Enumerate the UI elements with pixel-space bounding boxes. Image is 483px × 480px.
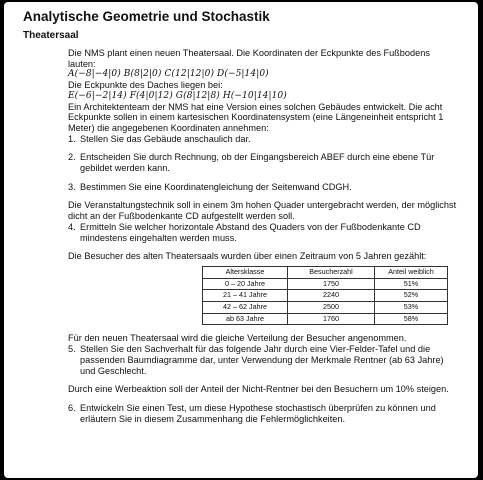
roof-coordinates: E(−6|−2|14) F(4|0|12) G(8|12|8) H(−10|14|10): [68, 90, 287, 101]
task-number: 4.: [68, 221, 76, 232]
document-body: [68, 48, 458, 424]
task-3: [68, 182, 458, 193]
task-5: [68, 344, 458, 376]
table-cell: 2500: [288, 302, 375, 314]
table-cell: 21 – 41 Jahre: [203, 290, 288, 302]
table-cell: 53%: [375, 302, 448, 314]
task-number: 3.: [68, 181, 76, 192]
task-text: Bestimmen Sie eine Koordinatengleichung der Seitenwand CDGH.: [80, 181, 352, 192]
task-number: 5.: [68, 344, 76, 355]
paragraph-besucher: Die Besucher des alten Theatersaals wurden über einen Zeitraum von 5 Jahren gezählt:: [68, 251, 427, 262]
task-text: Stellen Sie das Gebäude anschaulich dar.: [80, 133, 251, 144]
table-cell: ab 63 Jahre: [203, 313, 288, 325]
paragraph-werbeaktion: Durch eine Werbeaktion soll der Anteil der Nicht-Rentner bei den Besuchern um 10% steigen.: [68, 384, 449, 395]
task-6: [68, 403, 458, 424]
task-number: 2.: [68, 152, 76, 163]
table-cell: 0 – 20 Jahre: [203, 278, 288, 290]
paragraph-verteilung: Für den neuen Theatersaal wird die gleiche Verteilung der Besucher angenommen.: [68, 333, 407, 344]
page-title: Analytische Geometrie und Stochastik: [23, 9, 270, 24]
section-title: Theatersaal: [23, 30, 79, 41]
document-page: [4, 2, 478, 478]
visitor-table: [202, 266, 448, 326]
task-2: [68, 152, 458, 173]
table-row: [203, 278, 448, 290]
column-header: Anteil weiblich: [375, 266, 448, 278]
table-header-row: [203, 266, 448, 278]
column-header: Altersklasse: [203, 266, 288, 278]
task-number: 6.: [68, 402, 76, 413]
paragraph-technik: Die Veranstaltungstechnik soll in einem 3m hohen Quader untergebracht werden, der möglichst dicht an der Fußbodenkante CD aufgestellt werden soll.: [68, 200, 457, 222]
task-text: Stellen Sie den Sachverhalt für das folgende Jahr durch eine Vier-Felder-Tafel und die passenden Baumdiagramme dar, unter Verwendung der Merkmale Rentner (ab 63 Jahre) und Geschlecht.: [80, 344, 444, 376]
table-cell: 42 – 62 Jahre: [203, 302, 288, 314]
intro-paragraph-architects: Ein Architektenteam der NMS hat eine Version eines solchen Gebäudes entwickelt. Die acht Eckpunkte sollen in einem kartesischen Koordinatensystem (eine Längeneinheit entspricht 1 Meter) die angegebenen Koordinaten annehmen:: [68, 101, 444, 133]
table-cell: 1760: [288, 313, 375, 325]
task-text: Entscheiden Sie durch Rechnung, ob der Eingangsbereich ABEF durch eine ebene Tür gebildet werden kann.: [80, 152, 435, 174]
table-row: [203, 313, 448, 325]
task-number: 1.: [68, 133, 76, 144]
column-header: Besucherzahl: [288, 266, 375, 278]
task-1: [68, 134, 458, 145]
table-cell: 1750: [288, 278, 375, 290]
table-row: [203, 302, 448, 314]
task-text: Entwickeln Sie einen Test, um diese Hypothese stochastisch überprüfen zu können und erläutern Sie in diesem Zusammenhang die Fehlermöglichkeiten.: [80, 402, 436, 424]
task-text: Ermitteln Sie welcher horizontale Abstand des Quaders von der Fußbodenkante CD mindestens eingehalten werden muss.: [80, 221, 421, 243]
intro-paragraph-floor: Die NMS plant einen neuen Theatersaal. Die Koordinaten der Eckpunkte des Fußbodens lauten:: [68, 48, 430, 69]
task-4: [68, 222, 458, 243]
floor-coordinates: A(−8|−4|0) B(8|2|0) C(12|12|0) D(−5|14|0): [68, 69, 269, 80]
table-row: [203, 290, 448, 302]
table-cell: 2240: [288, 290, 375, 302]
table-cell: 52%: [375, 290, 448, 302]
table-cell: 58%: [375, 313, 448, 325]
table-cell: 51%: [375, 278, 448, 290]
intro-paragraph-roof: Die Eckpunkte des Daches liegen bei:: [68, 80, 223, 91]
